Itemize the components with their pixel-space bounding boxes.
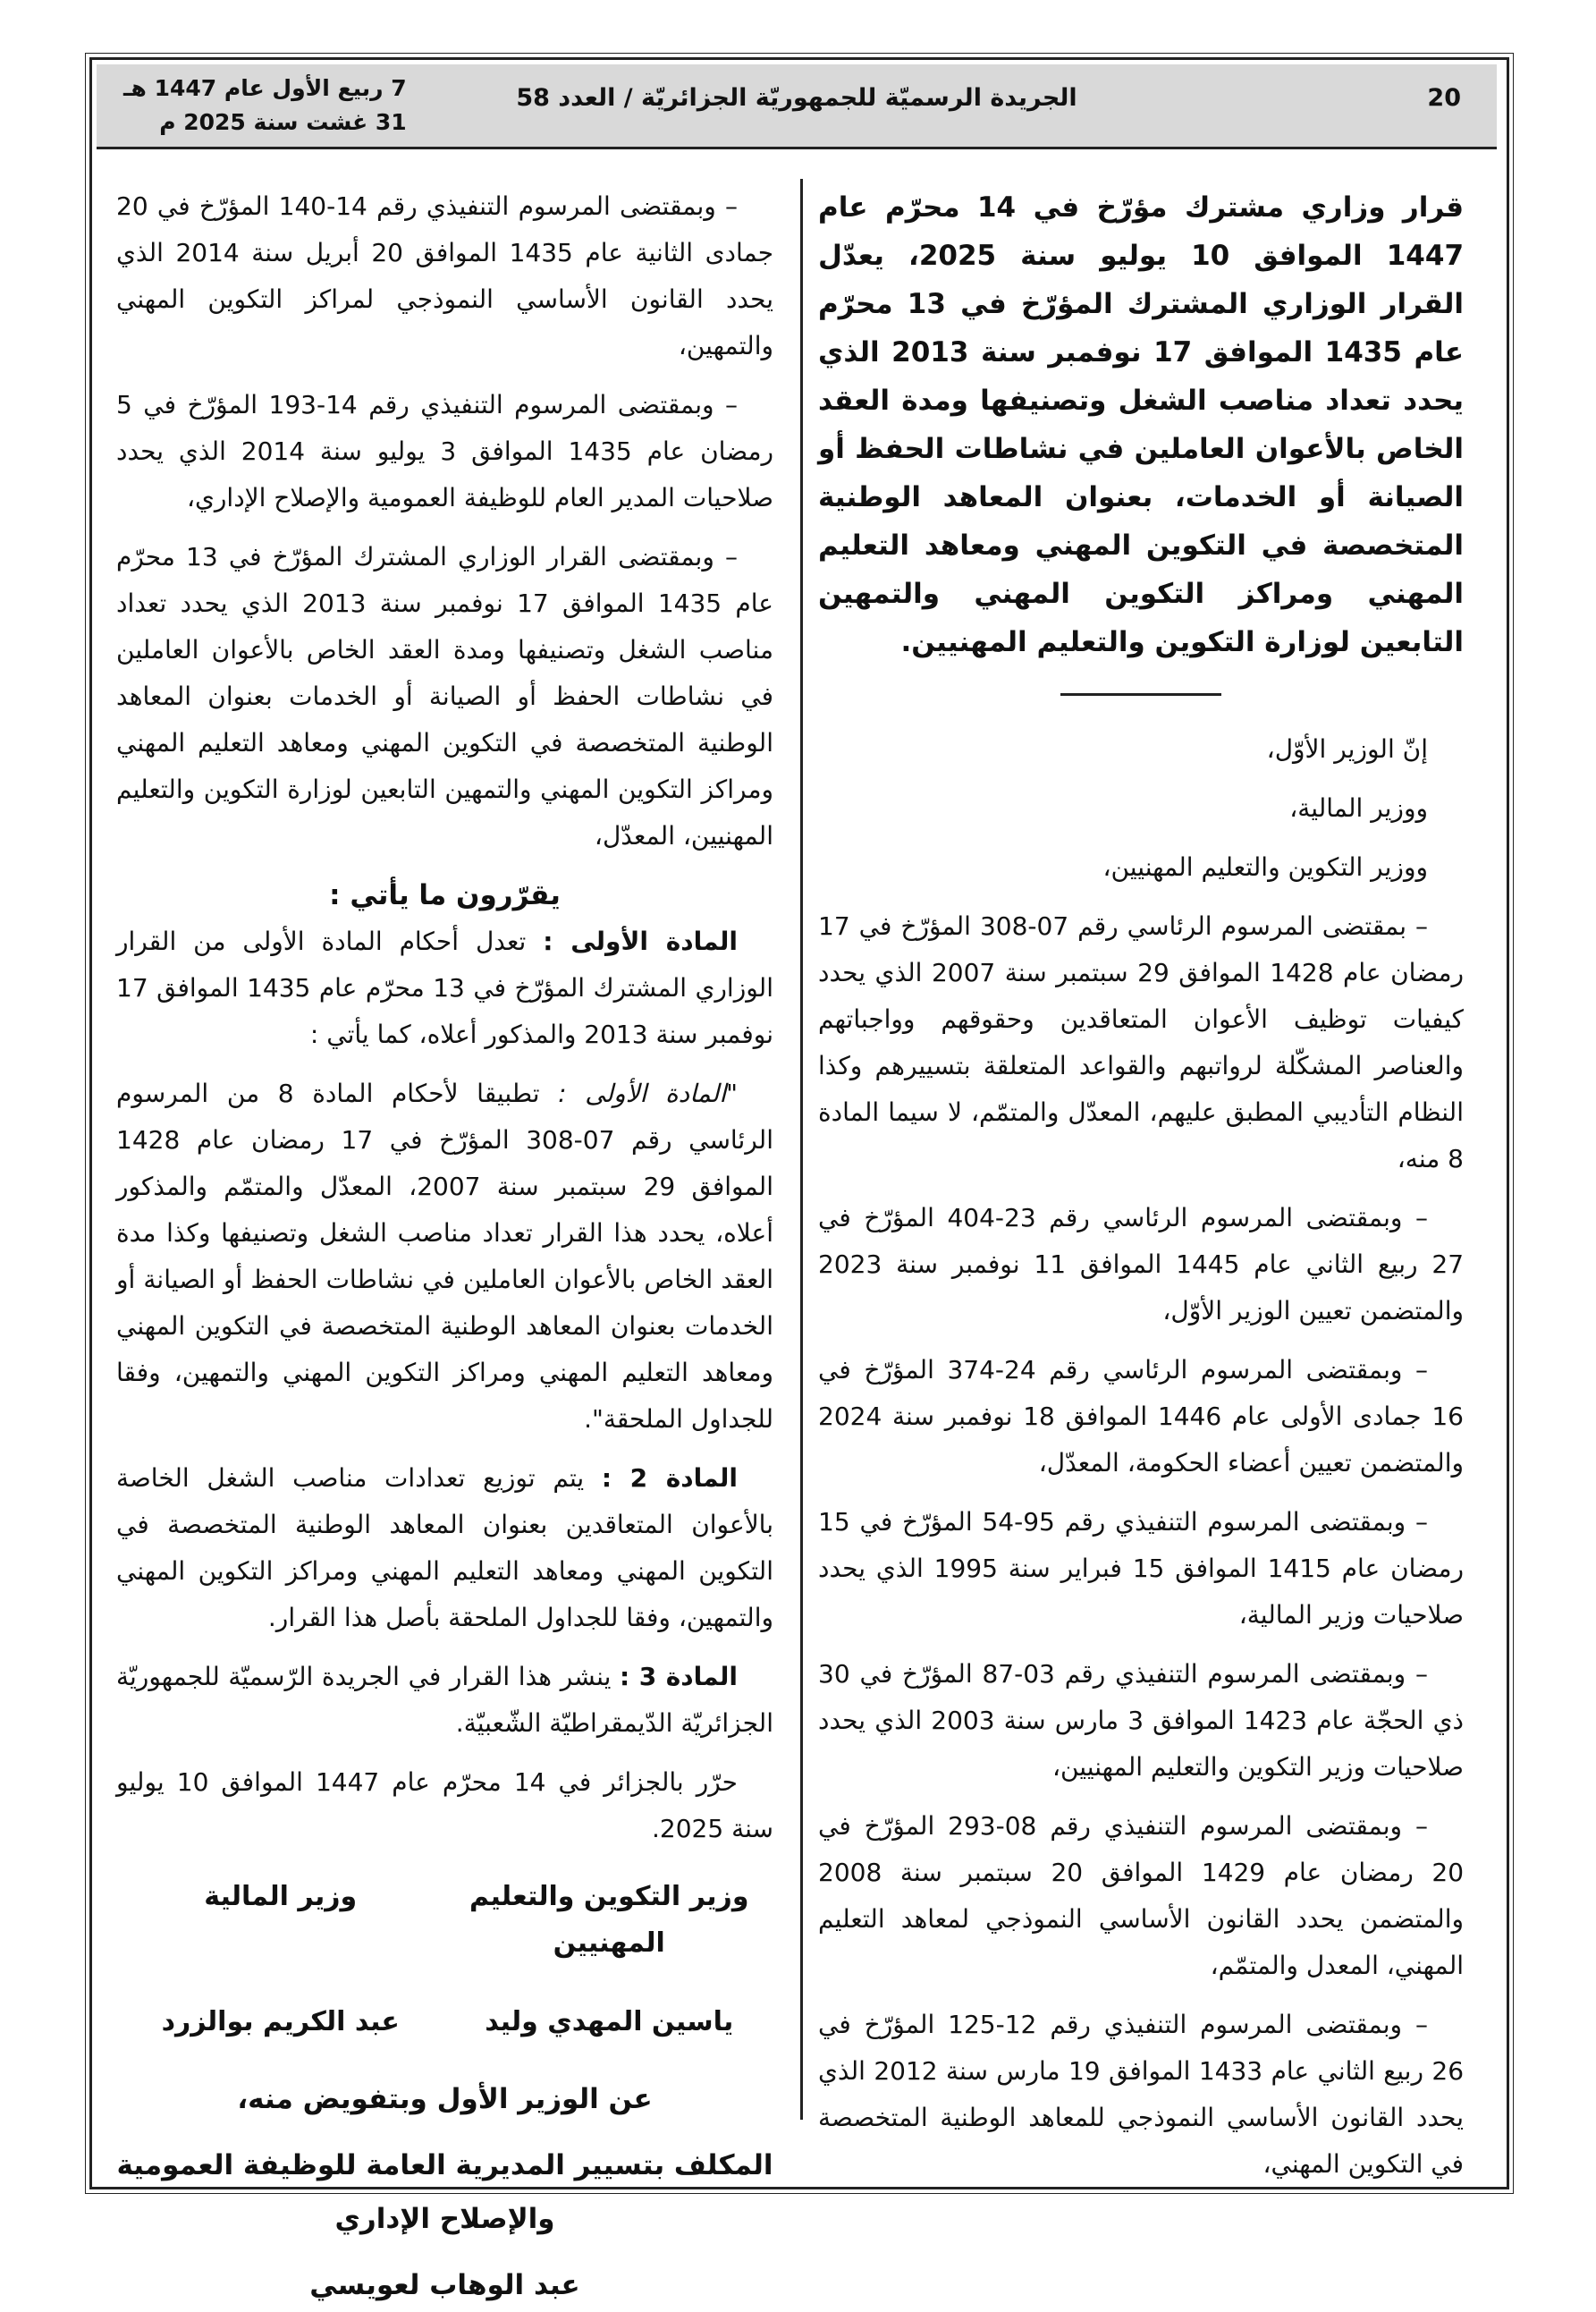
right-column <box>818 183 1464 2200</box>
title-separator <box>1060 693 1221 696</box>
left-column <box>116 183 773 2312</box>
article-1-label: المادة الأولى : <box>543 927 738 956</box>
decree-heading: يقرّرون ما يأتي : <box>329 879 561 911</box>
preamble-line: ووزير التكوين والتعليم المهنيين، <box>1102 852 1428 882</box>
article-2-label: المادة 2 : <box>601 1463 738 1493</box>
article-1-text: تعدل أحكام المادة الأولى من القرار الوزاري المشترك المؤرّخ في 13 محرّم عام 1435 الموافق 17 نوفمبر سنة 2013 والمذكور أعلاه، كما يأتي : <box>116 927 773 1049</box>
citation-paragraph: – وبمقتضى المرسوم التنفيذي رقم 95-54 المؤرّخ في 15 رمضان عام 1415 الموافق 15 فبراير سنة 1995 الذي يحدد صلاحيات وزير المالية، <box>818 1507 1465 1630</box>
minister-training-name: ياسين المهدي وليد <box>485 2006 734 2037</box>
citation-paragraph: – وبمقتضى المرسوم التنفيذي رقم 08-293 المؤرّخ في 20 رمضان عام 1429 الموافق 20 سبتمبر سنة 2008 والمتضمن يحدد القانون الأساسي النموذجي لمعاهد التعليم المهني، المعدل والمتمّم، <box>818 1811 1465 1980</box>
date-gregorian: 31 غشت سنة 2025 م <box>159 109 407 135</box>
signature-titles <box>116 1874 773 1967</box>
quoted-article-label: "المادة الأولى : <box>558 1079 738 1108</box>
gazette-header <box>97 64 1497 149</box>
article-2 <box>116 1455 773 1641</box>
preamble-line: ووزير المالية، <box>1289 793 1428 823</box>
pm-delegate-title: المكلف بتسيير المديرية العامة للوظيفة العمومية والإصلاح الإداري <box>116 2149 773 2235</box>
preamble-line: إنّ الوزير الأوّل، <box>1266 734 1428 764</box>
quoted-article <box>116 1071 773 1443</box>
decree-title: قرار وزاري مشترك مؤرّخ في 14 محرّم عام 1447 الموافق 10 يوليو سنة 2025، يعدّل القرار الوزاري المشترك المؤرّخ في 13 محرّم عام 1435 الموافق 17 نوفمبر سنة 2013 الذي يحدد تعداد مناصب الشغل وتصنيفها ومدة العقد الخاص بالأعوان العاملين في نشاطات الحفظ أو الصيانة أو الخدمات، بعنوان المعاهد الوطنية المتخصصة في التكوين المهني ومعاهد التعليم المهني ومراكز التكوين المهني والتمهين التابعين لوزارة التكوين والتعليم المهنيين. <box>818 191 1465 658</box>
date-hijri: 7 ربيع الأول عام 1447 هـ <box>123 75 407 101</box>
quoted-article-text: تطبيقا لأحكام المادة 8 من المرسوم الرئاسي رقم 07-308 المؤرّخ في 17 رمضان عام 1428 الموافق 29 سبتمبر سنة 2007، المعدّل والمتمّم والمذكور أعلاه، يحدد هذا القرار تعداد مناصب الشغل وتصنيفها وكذا مدة العقد الخاص بالأعوان العاملين في نشاطات الحفظ أو الصيانة أو الخدمات بعنوان المعاهد الوطنية المتخصصة في التكوين المهني ومعاهد التعليم المهني ومراكز التكوين المهني والتمهين، وفقا للجداول الملحقة". <box>116 1079 773 1434</box>
citation-paragraph: – وبمقتضى المرسوم الرئاسي رقم 24-374 المؤرّخ في 16 جمادى الأولى عام 1446 الموافق 18 نوفمبر سنة 2024 والمتضمن تعيين أعضاء الحكومة، المعدّل، <box>818 1355 1464 1478</box>
citation-paragraph: – وبمقتضى المرسوم الرئاسي رقم 23-404 المؤرّخ في 27 ربيع الثاني عام 1445 الموافق 11 نوفمبر سنة 2023 والمتضمن تعيين الوزير الأوّل، <box>818 1203 1465 1325</box>
citation-paragraph: – وبمقتضى المرسوم التنفيذي رقم 03-87 المؤرّخ في 30 ذي الحجّة عام 1423 الموافق 3 مارس سنة 2003 الذي يحدد صلاحيات وزير التكوين والتعليم المهنيين، <box>818 1659 1465 1782</box>
citation-paragraph: – وبمقتضى المرسوم التنفيذي رقم 14-140 المؤرّخ في 20 جمادى الثانية عام 1435 الموافق 20 أبريل سنة 2014 الذي يحدد القانون الأساسي النموذجي لمراكز التكوين المهني والتمهين، <box>116 191 774 360</box>
article-2-text: يتم توزيع تعدادات مناصب الشغل الخاصة بالأعوان المتعاقدين بعنوان المعاهد الوطنية المتخصصة في التكوين المهني ومعاهد التعليم المهني ومراكز التكوين المهني والتمهين، وفقا للجداول الملحقة بأصل هذا القرار. <box>116 1463 773 1632</box>
citation-paragraph: – وبمقتضى المرسوم التنفيذي رقم 14-193 المؤرّخ في 5 رمضان عام 1435 الموافق 3 يوليو سنة 2014 الذي يحدد صلاحيات المدير العام للوظيفة العمومية والإصلاح الإداري، <box>116 390 774 512</box>
done-at: حرّر بالجزائر في 14 محرّم عام 1447 الموافق 10 يوليو سنة 2025. <box>116 1767 773 1843</box>
article-1 <box>116 919 773 1058</box>
minister-training-title: وزير التكوين والتعليم المهنيين <box>469 1881 749 1959</box>
article-3 <box>116 1654 773 1747</box>
citation-paragraph: – وبمقتضى القرار الوزاري المشترك المؤرّخ في 13 محرّم عام 1435 الموافق 17 نوفمبر سنة 2013 الذي يحدد تعداد مناصب الشغل وتصنيفها ومدة العقد الخاص بالأعوان العاملين في نشاطات الحفظ أو الصيانة أو الخدمات بعنوان المعاهد الوطنية المتخصصة في التكوين المهني ومعاهد التعليم المهني ومراكز التكوين المهني والتمهين التابعين لوزارة التكوين والتعليم المهنيين، المعدّل، <box>116 542 773 851</box>
page-number: 20 <box>1427 84 1461 112</box>
column-divider <box>800 179 803 2120</box>
minister-finance-title: وزير المالية <box>204 1881 358 1912</box>
pm-delegate-name: عبد الوهاب لعويسي <box>309 2269 580 2301</box>
citation-paragraph: – وبمقتضى المرسوم التنفيذي رقم 12-125 المؤرّخ في 26 ربيع الثاني عام 1433 الموافق 19 مارس سنة 2012 الذي يحدد القانون الأساسي النموذجي للمعاهد الوطنية المتخصصة في التكوين المهني، <box>818 2010 1465 2179</box>
citation-paragraph: – بمقتضى المرسوم الرئاسي رقم 07-308 المؤرّخ في 17 رمضان عام 1428 الموافق 29 سبتمبر سنة 2007 الذي يحدد كيفيات توظيف الأعوان المتعاقدين وحقوقهم وواجباتهم والعناصر المشكّلة لرواتبهم والقواعد المتعلقة بتسييرهم وكذا النظام التأديبي المطبق عليهم، المعدّل والمتمّم، لا سيما المادة 8 منه، <box>818 911 1464 1173</box>
article-3-label: المادة 3 : <box>620 1662 739 1691</box>
gazette-title: الجريدة الرسميّة للجمهوريّة الجزائريّة / العدد 58 <box>516 84 1077 112</box>
minister-finance-name: عبد الكريم بوالزرد <box>161 2006 400 2037</box>
signature-names <box>116 1999 773 2045</box>
article-3-text: ينشر هذا القرار في الجريدة الرّسميّة للجمهوريّة الجزائريّة الدّيمقراطيّة الشّعبيّة. <box>116 1662 773 1738</box>
pm-delegation: عن الوزير الأول وبتفويض منه، <box>237 2083 653 2115</box>
issue-date <box>123 72 407 140</box>
